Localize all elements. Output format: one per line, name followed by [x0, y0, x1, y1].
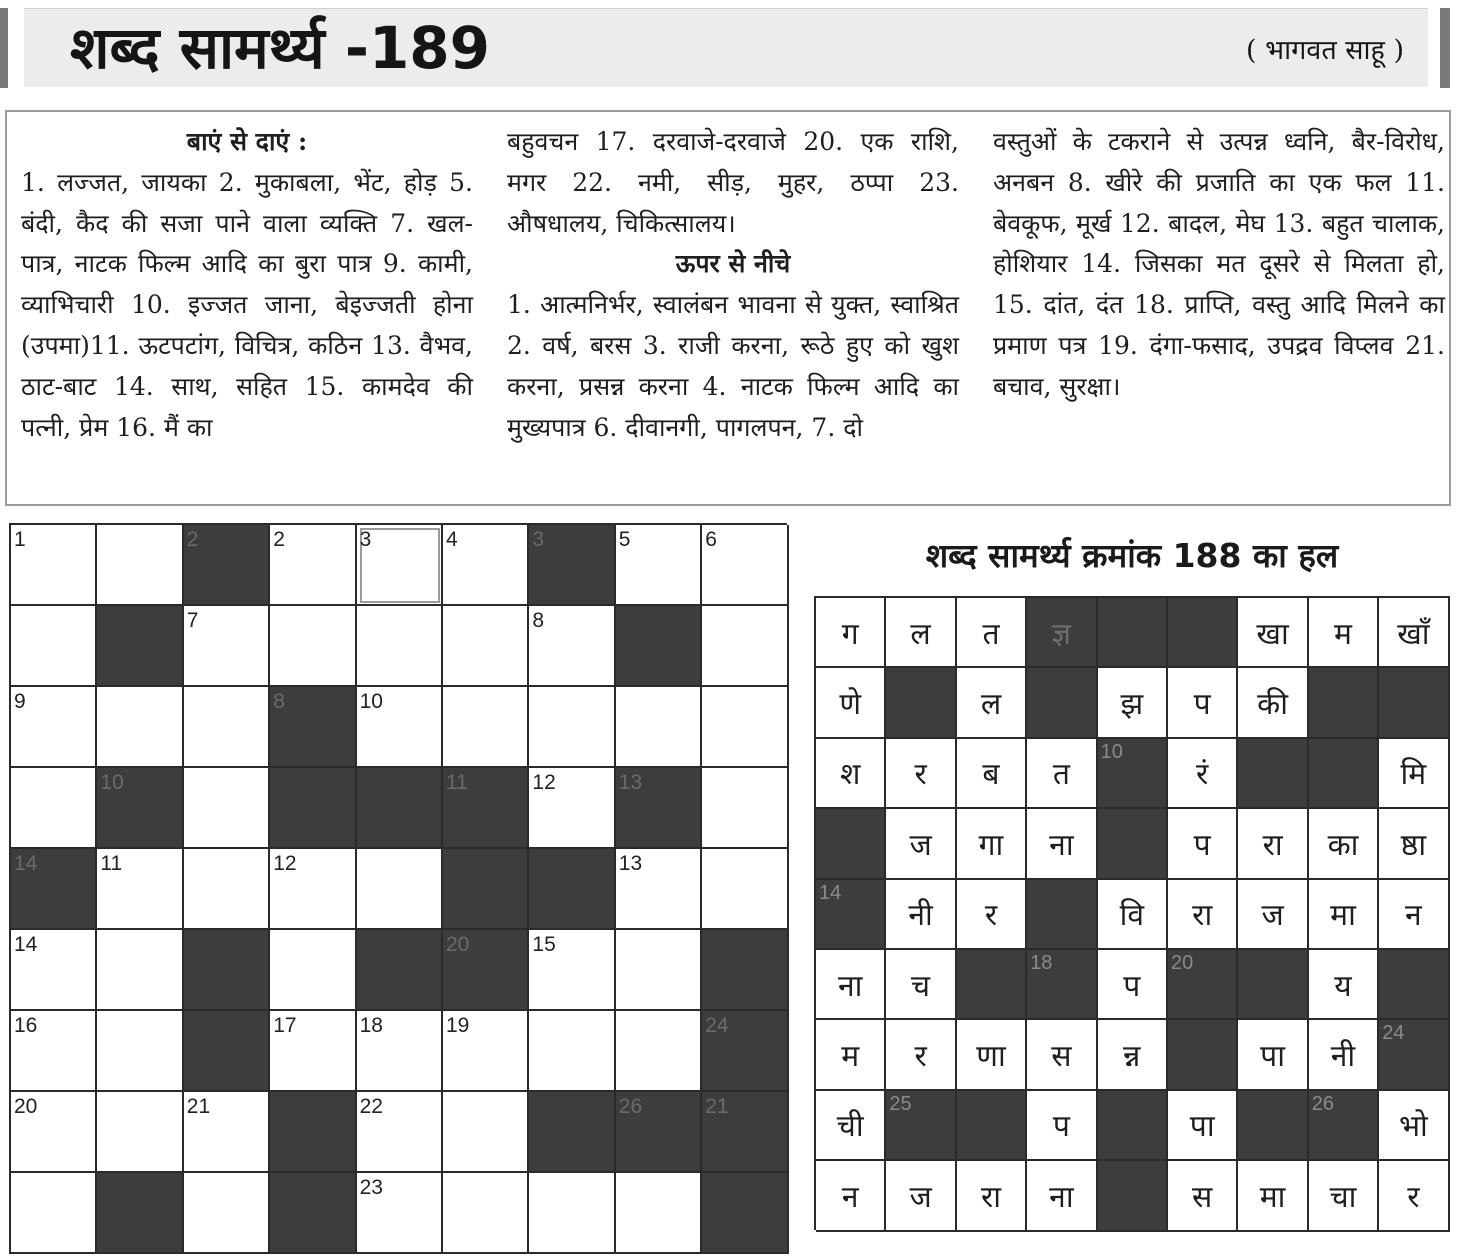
solution-letter: णे [839, 687, 862, 723]
solution-letter: पा [1189, 1109, 1215, 1145]
solution-letter: ष्ठा [1400, 827, 1427, 863]
grid-cell[interactable] [97, 687, 183, 768]
grid-cell[interactable] [97, 849, 183, 930]
solution-cell [1027, 1091, 1097, 1161]
solution-cell-number: 25 [889, 1092, 912, 1115]
grid-black-cell [443, 849, 529, 930]
cell-number: 11 [100, 852, 123, 875]
solution-cell-number: 24 [1382, 1022, 1405, 1045]
grid-cell[interactable] [702, 525, 788, 606]
author-credit: ( भागवत साहू ) [1246, 35, 1404, 66]
solution-cell [816, 739, 886, 809]
grid-cell[interactable] [529, 1173, 615, 1254]
solution-black-cell [1098, 598, 1168, 668]
solution-letter: स [1192, 1179, 1213, 1215]
solution-cell [1309, 1020, 1379, 1090]
solution-grid [814, 596, 1450, 1230]
solution-letter: म [1334, 616, 1352, 652]
grid-black-cell [529, 849, 615, 930]
solution-letter: र [914, 757, 927, 793]
solution-letter: ज [909, 827, 932, 863]
grid-black-cell [270, 1173, 356, 1254]
grid-black-cell [443, 768, 529, 849]
solution-cell [886, 1020, 956, 1090]
solution-letter: न्न [1123, 1039, 1141, 1075]
crossword-grid [9, 523, 787, 1254]
grid-cell[interactable] [11, 525, 97, 606]
solution-cell [1027, 739, 1097, 809]
solution-letter: ज [1261, 898, 1284, 934]
solution-letter: णा [976, 1039, 1006, 1075]
grid-black-cell [270, 687, 356, 768]
solution-black-cell [1309, 739, 1379, 809]
solution-cell [1027, 809, 1097, 879]
grid-cell[interactable] [702, 849, 788, 930]
cell-number: 5 [618, 528, 631, 551]
clues-column-2 [507, 122, 959, 448]
solution-letter: र [1407, 1179, 1420, 1215]
cell-number: 13 [618, 852, 643, 875]
solution-black-cell [1027, 668, 1097, 738]
grid-cell[interactable] [184, 849, 270, 930]
grid-black-cell [529, 1092, 615, 1173]
cell-number: 21 [705, 1095, 729, 1118]
solution-black-cell [816, 809, 886, 879]
solution-black-cell [957, 950, 1027, 1020]
solution-cell-number: 14 [819, 881, 842, 904]
solution-cell [886, 598, 956, 668]
grid-black-cell [702, 1173, 788, 1254]
solution-cell [816, 668, 886, 738]
solution-cell-number: 20 [1171, 952, 1194, 974]
grid-black-cell [97, 606, 183, 687]
solution-cell-number: 26 [1311, 1092, 1335, 1115]
grid-cell[interactable] [702, 687, 788, 768]
solution-black-cell [886, 1091, 956, 1161]
solution-letter: ल [910, 616, 931, 652]
solution-letter: वि [1119, 898, 1145, 934]
clues-column-3 [993, 122, 1445, 408]
cell-number: 3 [359, 528, 372, 551]
cell-number: 4 [446, 528, 458, 551]
solution-black-cell [1309, 1091, 1379, 1161]
grid-cell[interactable] [11, 930, 97, 1011]
solution-cell [1238, 598, 1308, 668]
solution-letter: न [841, 1179, 859, 1215]
solution-cell [957, 739, 1027, 809]
grid-cell[interactable] [184, 1173, 270, 1254]
grid-cell[interactable] [11, 687, 97, 768]
solution-cell [886, 1161, 956, 1231]
solution-letter: श [839, 757, 861, 793]
solution-letter: रा [980, 1179, 1002, 1215]
solution-cell [886, 809, 956, 879]
solution-cell [1168, 1161, 1238, 1231]
grid-black-cell [270, 768, 356, 849]
solution-cell [816, 1161, 886, 1231]
cell-number: 24 [705, 1014, 729, 1037]
solution-cell [957, 809, 1027, 879]
grid-cell[interactable] [616, 1011, 702, 1092]
solution-cell [1379, 809, 1449, 879]
solution-cell [1168, 739, 1238, 809]
solution-cell [1379, 880, 1449, 950]
grid-cell[interactable] [11, 1092, 97, 1173]
solution-black-cell [1098, 739, 1168, 809]
solution-cell-number: 10 [1100, 740, 1123, 763]
solution-letter: ल [980, 687, 1002, 723]
grid-cell[interactable] [529, 1011, 615, 1092]
solution-cell [957, 1020, 1027, 1090]
solution-cell [957, 1161, 1027, 1231]
solution-letter: रा [1192, 898, 1213, 934]
solution-cell [1379, 739, 1449, 809]
grid-cell[interactable] [357, 687, 443, 768]
grid-cell[interactable] [97, 1011, 183, 1092]
solution-cell [1168, 809, 1238, 879]
solution-black-cell [1238, 1091, 1308, 1161]
solution-cell [1098, 950, 1168, 1020]
grid-cell[interactable] [357, 1092, 443, 1173]
cell-number: 15 [532, 933, 556, 956]
solution-letter: खा [1256, 616, 1289, 652]
solution-letter: ज [909, 1179, 932, 1215]
header-left-bar [0, 8, 8, 88]
solution-black-cell [816, 880, 886, 950]
grid-cell[interactable] [443, 1011, 529, 1092]
cell-number: 8 [273, 690, 285, 713]
cell-number: 12 [532, 771, 556, 794]
solution-black-cell [1098, 809, 1168, 879]
grid-cell[interactable] [97, 1092, 183, 1173]
grid-black-cell [702, 1011, 788, 1092]
solution-letter: र [984, 898, 998, 934]
grid-cell[interactable] [270, 1011, 356, 1092]
grid-black-cell [11, 849, 97, 930]
grid-black-cell [702, 930, 788, 1011]
solution-letter: मा [1330, 898, 1356, 934]
solution-black-cell [1098, 1091, 1168, 1161]
solution-letter: ना [1049, 1179, 1074, 1215]
grid-black-cell [616, 1092, 702, 1173]
grid-cell[interactable] [184, 687, 270, 768]
cell-number: 8 [532, 609, 545, 632]
grid-cell[interactable] [616, 930, 702, 1011]
solution-letter: पा [1260, 1039, 1285, 1075]
solution-letter: रा [1262, 827, 1283, 863]
solution-cell [957, 668, 1027, 738]
solution-letter: मा [1259, 1179, 1286, 1215]
grid-cell[interactable] [702, 768, 788, 849]
grid-cell[interactable] [270, 525, 356, 606]
solution-cell [816, 1091, 886, 1161]
solution-black-cell [886, 668, 956, 738]
solution-cell [1309, 809, 1379, 879]
grid-cell[interactable] [529, 768, 615, 849]
grid-black-cell [529, 525, 615, 606]
solution-cell [1309, 1161, 1379, 1231]
solution-cell [886, 950, 956, 1020]
across-clues-part-1: 1. लज्जत, जायका 2. मुकाबला, भेंट, होड़ 5. बंदी, कैद की सजा पाने वाला व्यक्ति 7. खल-पात्र, नाटक फिल्म आदि का बुरा पात्र 9. कामी, व्याभिचारी 10. इज्जत जाना, बेइज्जती होना (उपमा)11. ऊटपटांग, विचित्र, कठिन 13. वैभव, ठाट-बाट 14. साथ, सहित 15. कामदेव की पत्नी, प्रेम 16. मैं का [21, 167, 473, 442]
grid-cell[interactable] [529, 930, 615, 1011]
grid-cell[interactable] [357, 1011, 443, 1092]
solution-black-cell [1168, 1020, 1238, 1090]
solution-letter: स [1051, 1039, 1072, 1075]
page-title: शब्द सामर्थ्य -189 [70, 14, 491, 82]
solution-letter: न [1405, 898, 1422, 934]
cell-number: 18 [359, 1014, 383, 1037]
cell-number: 9 [14, 690, 26, 713]
grid-black-cell [184, 1011, 270, 1092]
grid-cell[interactable] [616, 687, 702, 768]
previous-solution [812, 524, 1452, 1234]
grid-cell[interactable] [443, 687, 529, 768]
cell-number: 10 [100, 771, 124, 794]
header-right-bar [1440, 8, 1450, 88]
solution-letter: ब [982, 757, 1000, 793]
grid-cell[interactable] [357, 849, 443, 930]
grid-cell[interactable] [270, 930, 356, 1011]
solution-title: शब्द सामर्थ्य क्रमांक 188 का हल [925, 536, 1339, 575]
cell-number: 7 [186, 609, 199, 632]
grid-black-cell [443, 930, 529, 1011]
grid-black-cell [184, 525, 270, 606]
solution-letter: गा [978, 827, 1004, 863]
solution-cell [1238, 1161, 1308, 1231]
grid-cell[interactable] [357, 606, 443, 687]
cell-number: 14 [14, 852, 38, 875]
grid-cell[interactable] [529, 606, 615, 687]
grid-cell[interactable] [357, 1173, 443, 1254]
cell-number: 14 [14, 933, 38, 956]
solution-cell [1238, 809, 1308, 879]
solution-letter: य [1334, 968, 1352, 1004]
solution-black-cell [1168, 950, 1238, 1020]
solution-cell [1238, 668, 1308, 738]
solution-letter: ना [837, 968, 863, 1004]
grid-cell[interactable] [443, 525, 529, 606]
cell-number: 20 [446, 933, 470, 956]
down-clues-part-2: वस्तुओं के टकराने से उत्पन्न ध्वनि, बैर-विरोध, अनबन 8. खीरे की प्रजाति का एक फल 11. बेवकूफ, मूर्ख 12. बादल, मेघ 13. बहुत चालाक, होशियार 14. जिसका मत दूसरे से मिलता हो, 15. दांत, दंत 18. प्राप्ति, वस्तु आदि मिलने का प्रमाण पत्र 19. दंगा-फसाद, उपद्रव विप्लव 21. बचाव, सुरक्षा। [993, 127, 1445, 401]
grid-cell[interactable] [443, 1173, 529, 1254]
across-heading: बाएं से दाएं : [186, 127, 308, 156]
grid-cell[interactable] [270, 606, 356, 687]
grid-cell[interactable] [97, 930, 183, 1011]
across-clues-part-2: बहुवचन 17. दरवाजे-दरवाजे 20. एक राशि, मगर 22. नमी, सीड़, मुहर, ठप्पा 23. औषधालय, चिकित्सालय। [507, 127, 959, 238]
cell-number: 2 [273, 528, 285, 551]
grid-cell[interactable] [616, 525, 702, 606]
solution-letter: का [1327, 827, 1359, 863]
grid-cell[interactable] [184, 606, 270, 687]
solution-letter: ना [1049, 827, 1074, 863]
solution-cell [1168, 668, 1238, 738]
grid-cell[interactable] [702, 606, 788, 687]
solution-black-cell [1168, 598, 1238, 668]
cell-number: 2 [186, 528, 199, 551]
grid-cell[interactable] [184, 1092, 270, 1173]
solution-letter: भो [1398, 1109, 1428, 1145]
cell-number: 26 [618, 1095, 643, 1118]
grid-black-cell [702, 1092, 788, 1173]
grid-black-cell [616, 606, 702, 687]
down-heading: ऊपर से नीचे [675, 249, 791, 279]
cell-number: 16 [14, 1014, 38, 1037]
grid-cell[interactable] [11, 1173, 97, 1254]
solution-letter: रं [1196, 757, 1209, 793]
solution-black-cell [1379, 668, 1449, 738]
solution-cell [886, 880, 956, 950]
solution-cell [957, 598, 1027, 668]
solution-letter: त [982, 616, 1000, 652]
solution-cell [1027, 1020, 1097, 1090]
solution-cell [816, 598, 886, 668]
cell-number: 17 [273, 1014, 297, 1037]
solution-letter: मि [1400, 757, 1427, 793]
solution-cell [1379, 1091, 1449, 1161]
grid-cell[interactable] [184, 768, 270, 849]
solution-cell [1027, 1161, 1097, 1231]
solution-cell [1309, 598, 1379, 668]
solution-cell [1379, 1161, 1449, 1231]
solution-letter: प [1052, 1109, 1070, 1145]
solution-cell [1168, 880, 1238, 950]
grid-black-cell [184, 930, 270, 1011]
solution-cell [886, 739, 956, 809]
solution-letter: चा [1329, 1179, 1357, 1215]
solution-letter: ग [841, 616, 859, 652]
solution-cell [1379, 598, 1449, 668]
solution-black-cell [1238, 950, 1308, 1020]
solution-black-cell [1309, 668, 1379, 738]
grid-cell[interactable] [270, 849, 356, 930]
solution-letter: प [1123, 968, 1141, 1004]
cell-number: 12 [273, 852, 297, 875]
grid-cell[interactable] [616, 1173, 702, 1254]
cell-number: 22 [359, 1095, 383, 1118]
solution-black-cell [1027, 950, 1097, 1020]
solution-black-cell [1027, 598, 1097, 668]
grid-black-cell [357, 768, 443, 849]
grid-black-cell [357, 930, 443, 1011]
cell-number: 13 [618, 771, 643, 794]
cell-number: 19 [446, 1014, 470, 1037]
grid-cell[interactable] [11, 768, 97, 849]
solution-cell [816, 950, 886, 1020]
solution-cell-number: 18 [1030, 952, 1053, 974]
clues-column-1 [21, 122, 473, 448]
grid-cell[interactable] [529, 687, 615, 768]
solution-black-cell [1379, 950, 1449, 1020]
solution-cell [957, 880, 1027, 950]
solution-cell [1098, 880, 1168, 950]
solution-letter: म [841, 1039, 860, 1075]
solution-letter: नी [908, 898, 933, 934]
grid-cell[interactable] [11, 606, 97, 687]
grid-cell[interactable] [97, 525, 183, 606]
solution-cell [1238, 1020, 1308, 1090]
page-header [0, 0, 1458, 90]
down-clues-part-1: 1. आत्मनिर्भर, स्वालंबन भावना से युक्त, स्वाश्रित 2. वर्ष, बरस 3. राजी करना, रूठे हुए को खुश करना, प्रसन्न करना 4. नाटक फिल्म आदि का मुख्यपात्र 6. दीवानगी, पागलपन, 7. दो [507, 290, 959, 442]
solution-cell [1098, 1020, 1168, 1090]
solution-letter: की [1257, 687, 1288, 723]
cell-number: 20 [14, 1095, 38, 1118]
solution-letter: प [1193, 687, 1211, 723]
solution-cell [1168, 1091, 1238, 1161]
solution-cell [1309, 950, 1379, 1020]
cell-number: 11 [446, 771, 468, 794]
solution-black-cell [957, 1091, 1027, 1161]
cell-number: 10 [359, 690, 383, 713]
grid-cell[interactable] [616, 849, 702, 930]
solution-letter: ज्ञ [1051, 616, 1071, 652]
cell-number: 1 [14, 528, 26, 551]
solution-black-cell [1238, 739, 1308, 809]
solution-letter: ची [836, 1109, 864, 1145]
grid-black-cell [97, 768, 183, 849]
grid-black-cell [616, 768, 702, 849]
solution-cell [816, 1020, 886, 1090]
solution-cell [1098, 668, 1168, 738]
grid-black-cell [270, 1092, 356, 1173]
grid-cell[interactable] [357, 525, 443, 606]
grid-cell[interactable] [443, 1092, 529, 1173]
cell-number: 6 [705, 528, 717, 551]
solution-letter: प [1193, 827, 1211, 863]
solution-black-cell [1379, 1020, 1449, 1090]
solution-cell [1238, 880, 1308, 950]
solution-letter: नी [1330, 1039, 1356, 1075]
grid-black-cell [97, 1173, 183, 1254]
solution-letter: झ [1120, 687, 1144, 723]
solution-cell [1309, 880, 1379, 950]
solution-letter: च [911, 968, 931, 1004]
cell-number: 3 [532, 528, 545, 551]
solution-letter: र [914, 1039, 927, 1075]
solution-letter: खाँ [1397, 616, 1430, 652]
grid-cell[interactable] [443, 606, 529, 687]
cell-number: 23 [359, 1176, 383, 1199]
grid-cell[interactable] [11, 1011, 97, 1092]
cell-number: 21 [186, 1095, 211, 1118]
solution-black-cell [1098, 1161, 1168, 1231]
solution-letter: त [1052, 757, 1070, 793]
solution-black-cell [1027, 880, 1097, 950]
clues-box [5, 110, 1451, 506]
